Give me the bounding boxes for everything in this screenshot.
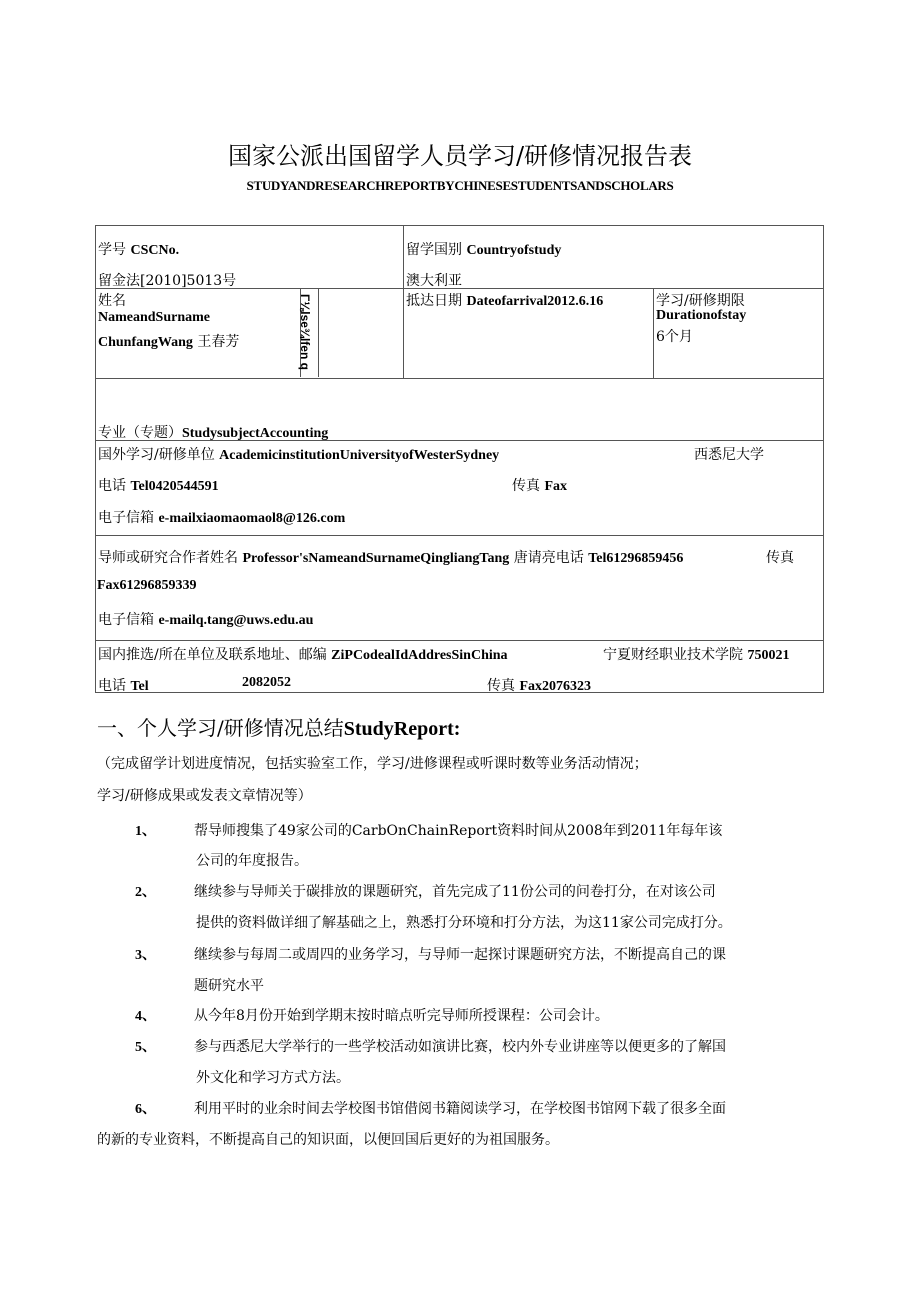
home-tel: Tel (130, 679, 149, 694)
csc-label: 学号 (98, 242, 126, 258)
report-note-2: 学习/研修成果或发表文章情况等） (97, 788, 312, 804)
report-heading: 一、个人学习/研修情况总结StudyReport: (97, 716, 461, 740)
country-label-en: Countryofstudy (466, 243, 562, 258)
tel-label: 电话 (98, 478, 126, 494)
institution-label: 国外学习/研修单位 (98, 447, 215, 463)
duration-label-en: Durationofstay (656, 308, 747, 323)
home-value: ZiPCodealIdAddresSinChina (331, 648, 508, 663)
document-page: 国家公派出国留学人员学习/研修情况报告表 STUDYANDRESEARCHREPORTBYCHINESESTUDENTSANDSCHOLARS Γ⅛lse¾lfen q 学号 CSCNo. 留金法[2010]5013号 留学国别 Countryofstudy 澳大利亚 姓名 NameandSurname ChunfangWang 王春芳 抵达日期 Dateofarrival2012.6.16 学习/研修期限 Durationofstay 6个月 专业（专题）StudysubjectAccounting 国外学习/研修单位 AcademicinstitutionUniversityofWesterSydney 西悉尼大学 电话 Tel0420544591 传真 Fax 电子信箱 e-mailxiaomaomaol8@126.com 导师或研究合作者姓名 Professor'sNameandSurnameQingliangTang 唐请亮电话 Tel61296859456 传真 Fax61296859339 电子信箱 e-mailq.tang@uws.edu.au 国内推选/所在单位及联系地址、邮编 ZiPCodealIdAddresSinChina 宁夏财经职业技术学院 750021 电话 Tel 2082052 传真 Fax2076323 一、个人学习/研修情况总结StudyReport: （完成留学计划进度情况，包括实验室工作，学习/进修课程或听课时数等业务活动情况； 学习/研修成果或发表文章情况等） 1、 帮导师搜集了49家公司的CarbOnChainReport资料时间从2008年到2011年每年该 公司的年度报告。 2、 继续参与导师关于碳排放的课题研究，首先完成了11份公司的问卷打分，在对该公司 提供的资料做详细了解基础之上，熟悉打分环境和打分方法，为这11家公司完成打分。 3、 继续参与每周二或周四的业务学习，与导师一起探讨课题研究方法，不断提高自己的课 题研究水平 4、 从今年8月份开始到学期末按时暗点听完导师所授课程：公司会计。 5、 参与西悉尼大学举行的一些学校活动如演讲比赛，校内外专业讲座等以便更多的了解国 外文化和学习方式方法。 6、 利用平时的业余时间去学校图书馆借阅书籍阅读学习，在学校图书馆网下载了很多全面 的新的专业资料，不断提高自己的知识面，以便回国后更好的为祖国服务。 (0, 0, 920, 1301)
arrival-value: Dateofarrival2012.6.16 (466, 294, 604, 309)
rotated-strip: Γ⅛lse¾lfen q (300, 289, 319, 377)
professor-value: Professor'sNameandSurnameQingliangTang (242, 551, 510, 566)
country-value: 澳大利亚 (406, 273, 462, 289)
email-value: e-mailxiaomaomaol8@126.com (158, 511, 346, 526)
home-tel-label: 电话 (98, 678, 126, 694)
professor-fax: Fax61296859339 (97, 578, 197, 593)
name-label: 姓名 (98, 293, 126, 309)
page-title: 国家公派出国留学人员学习/研修情况报告表 (227, 142, 693, 170)
name-label-en: NameandSurname (98, 310, 211, 325)
tel-value: Tel0420544591 (130, 479, 219, 494)
fax-value: Fax (544, 479, 568, 494)
subject-value: StudysubjectAccounting (182, 426, 329, 441)
professor-cn: 唐请亮电话 (513, 550, 584, 566)
duration-value: 6个月 (656, 329, 693, 345)
csc-value: 留金法[2010]5013号 (98, 273, 237, 289)
home-zip: 750021 (747, 648, 790, 663)
home-fax-label: 传真 (487, 678, 515, 694)
institution-value: AcademicinstitutionUniversityofWesterSydney (219, 448, 500, 463)
home-label: 国内推选/所在单位及联系地址、邮编 (98, 647, 327, 663)
page-subtitle: STUDYANDRESEARCHREPORTBYCHINESESTUDENTSANDSCHOLARS (246, 178, 674, 193)
home-tel-number: 2082052 (242, 675, 291, 690)
professor-email: e-mailq.tang@uws.edu.au (158, 613, 314, 628)
duration-label: 学习/研修期限 (656, 293, 745, 309)
professor-fax-label: 传真 (766, 550, 794, 566)
country-label: 留学国别 (406, 242, 462, 258)
name-value-cn: 王春芳 (197, 334, 240, 350)
home-institution: 宁夏财经职业技术学院 (603, 647, 743, 663)
email-label: 电子信箱 (98, 510, 154, 526)
csc-label-en: CSCNo. (130, 243, 180, 258)
arrival-label: 抵达日期 (406, 293, 462, 309)
home-fax: Fax2076323 (519, 679, 592, 694)
professor-label: 导师或研究合作者姓名 (98, 550, 238, 566)
report-note-1: （完成留学计划进度情况，包括实验室工作，学习/进修课程或听课时数等业务活动情况； (97, 756, 648, 772)
fax-label: 传真 (512, 478, 540, 494)
professor-email-label: 电子信箱 (98, 612, 154, 628)
name-value-en: ChunfangWang (98, 335, 193, 350)
professor-tel: Tel61296859456 (588, 551, 684, 566)
institution-cn: 西悉尼大学 (694, 447, 764, 463)
subject-label: 专业（专题） (98, 425, 182, 441)
